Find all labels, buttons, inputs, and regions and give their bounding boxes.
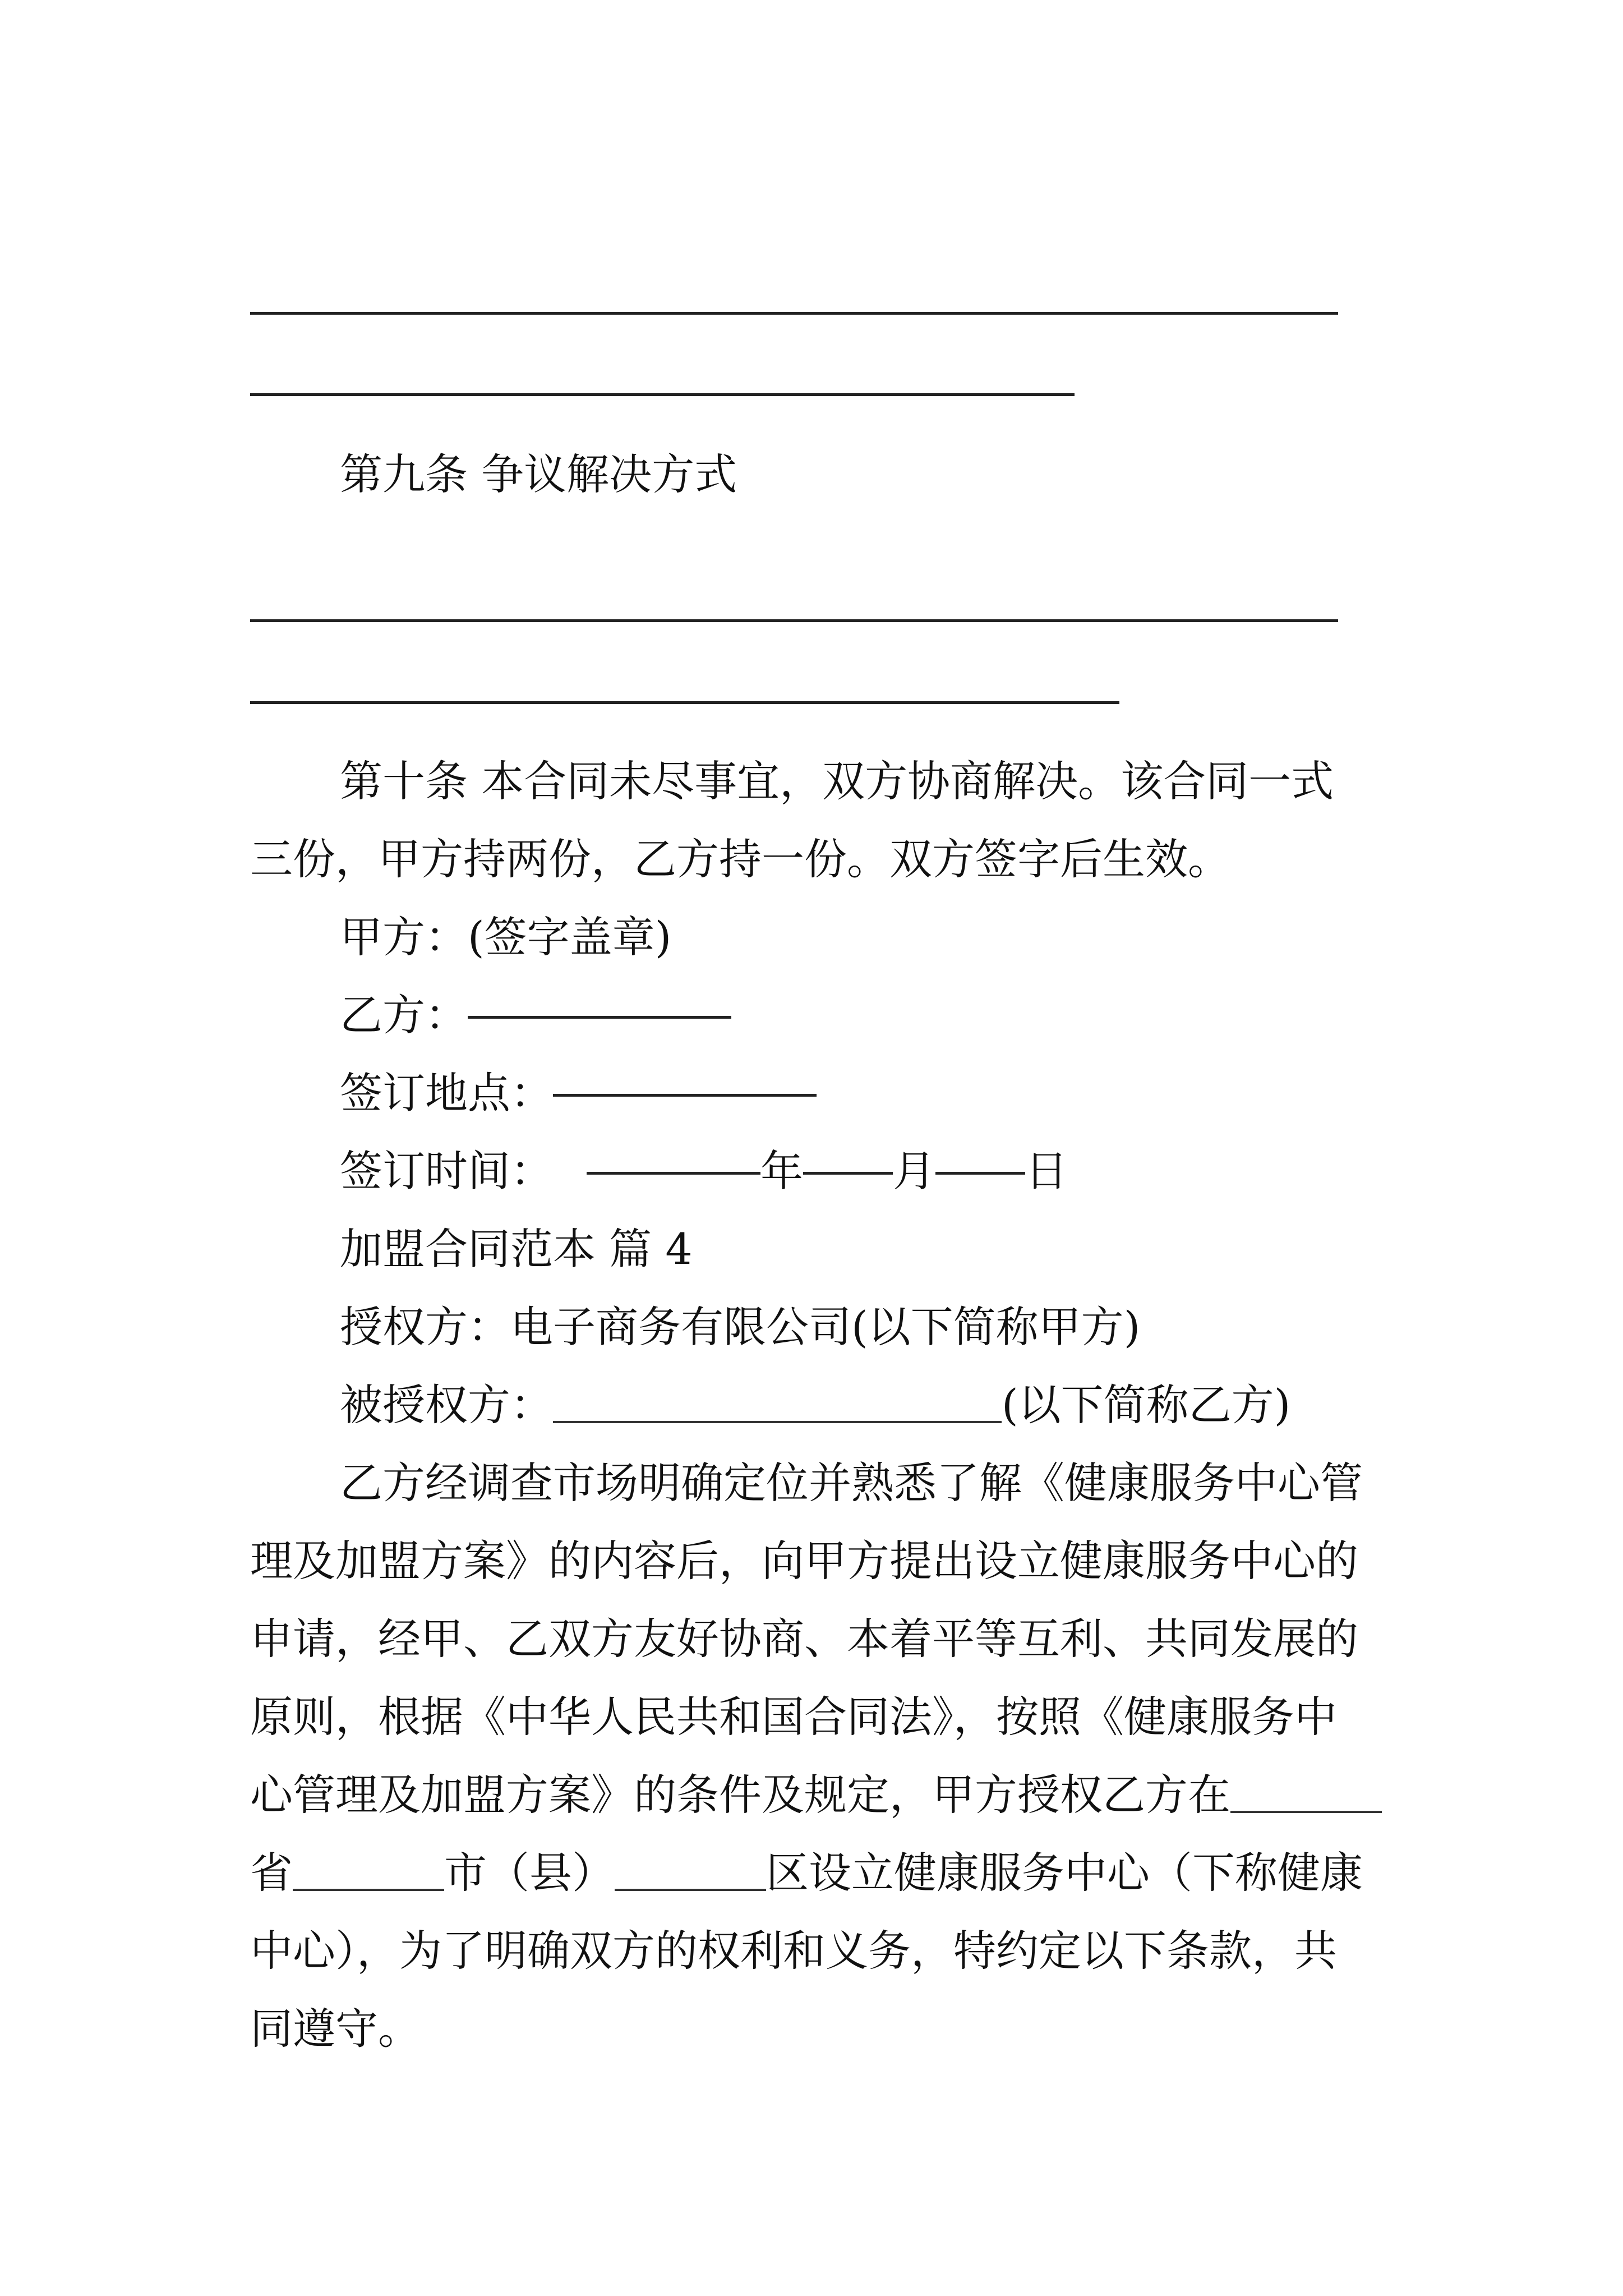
blank-dashes bbox=[587, 1172, 760, 1175]
blank-dashes bbox=[553, 1094, 817, 1097]
signing-place-label: 签订地点： bbox=[340, 1068, 553, 1118]
body-text: 区设立健康服务中心（下称健康 bbox=[766, 1848, 1363, 1898]
article-10-line: 第十条 本合同未尽事宜，双方协商解决。该合同一式 bbox=[340, 756, 1334, 806]
blank-rule bbox=[250, 701, 1119, 704]
month-label: 月 bbox=[893, 1146, 935, 1196]
signing-place bbox=[340, 1068, 817, 1118]
signing-time-label: 签订时间： bbox=[340, 1146, 553, 1196]
year-label: 年 bbox=[760, 1146, 803, 1196]
district-blank bbox=[615, 1855, 766, 1891]
city-blank bbox=[293, 1855, 444, 1891]
blank-dashes bbox=[803, 1172, 893, 1175]
blank-rule bbox=[250, 393, 1075, 396]
signing-time bbox=[340, 1146, 1068, 1196]
body-line: 同遵守。 bbox=[250, 2004, 421, 2054]
day-label: 日 bbox=[1025, 1146, 1068, 1196]
blank-dashes bbox=[935, 1172, 1025, 1175]
blank-dashes bbox=[468, 1016, 731, 1019]
body-text: 市（县） bbox=[444, 1848, 615, 1898]
province-blank bbox=[1230, 1777, 1382, 1813]
party-b-label: 乙方： bbox=[340, 990, 468, 1040]
blank-rule bbox=[250, 619, 1338, 622]
licensee-label: 被授权方： bbox=[340, 1380, 553, 1430]
licensor-line: 授权方：电子商务有限公司(以下简称甲方) bbox=[340, 1302, 1141, 1352]
article-10-line: 三份，甲方持两份，乙方持一份。双方签字后生效。 bbox=[250, 834, 1230, 884]
body-text: 省 bbox=[250, 1848, 293, 1898]
licensee-line bbox=[340, 1380, 1291, 1430]
article-9-title: 第九条 争议解决方式 bbox=[340, 449, 737, 499]
body-line: 申请，经甲、乙双方友好协商、本着平等互利、共同发展的 bbox=[250, 1614, 1358, 1664]
party-a-signature: 甲方：(签字盖章) bbox=[340, 912, 672, 962]
body-line bbox=[250, 1848, 1363, 1898]
body-line: 中心），为了明确双方的权利和义务，特约定以下条款，共 bbox=[250, 1926, 1337, 1976]
licensee-blank bbox=[553, 1387, 1002, 1423]
party-b-signature bbox=[340, 990, 731, 1040]
body-line: 乙方经调查市场明确定位并熟悉了解《健康服务中心管 bbox=[340, 1458, 1363, 1508]
body-line: 理及加盟方案》的内容后，向甲方提出设立健康服务中心的 bbox=[250, 1536, 1358, 1586]
section-heading: 加盟合同范本 篇 4 bbox=[340, 1224, 693, 1274]
licensee-suffix: (以下简称乙方) bbox=[1002, 1380, 1291, 1430]
body-text: 心管理及加盟方案》的条件及规定，甲方授权乙方在 bbox=[250, 1770, 1230, 1820]
body-line: 原则，根据《中华人民共和国合同法》，按照《健康服务中 bbox=[250, 1692, 1337, 1742]
body-line bbox=[250, 1770, 1382, 1820]
blank-rule bbox=[250, 312, 1338, 315]
